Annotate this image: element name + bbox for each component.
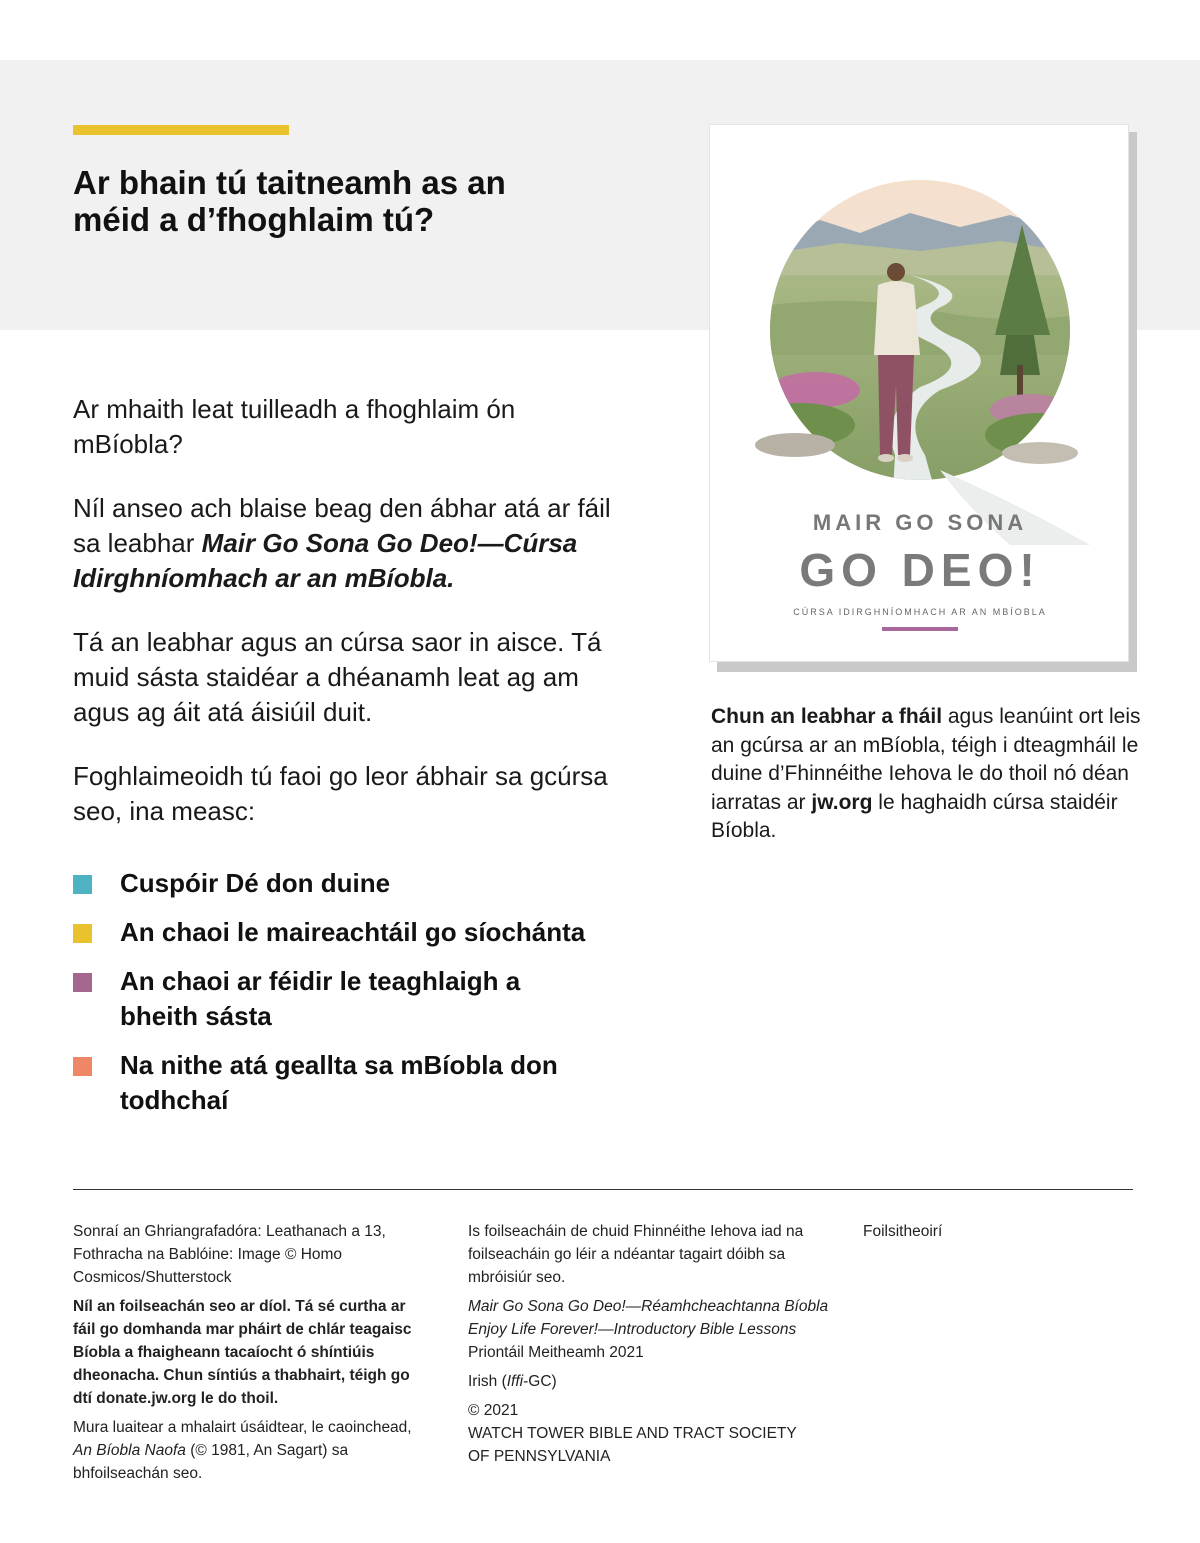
language-post: -GC) — [523, 1373, 557, 1390]
headline-line-1: Ar bhain tú taitneamh as an — [73, 164, 506, 201]
photo-credits: Sonraí an Ghriangrafadóra: Leathanach a 13, Fothracha na Bablóine: Image © Homo Cosmicos/Shutterstock — [73, 1223, 386, 1286]
footer-column-3 — [863, 1220, 1123, 1249]
intro-paragraph-2 — [73, 491, 613, 596]
printing-date: Priontáil Meitheamh 2021 — [468, 1344, 644, 1361]
cta-text-1: agus leanúint ort leis an gcúrsa ar an mBíobla, téigh i dteagmháil le duine d’Fhinnéithe Iehova le do thoil nó déan iarratas ar — [711, 705, 1141, 814]
publication-title-irish: Mair Go Sona Go Deo!—Réamhcheachtanna Bíobla — [468, 1298, 829, 1315]
society-line-2: OF PENNSYLVANIA — [468, 1448, 611, 1465]
footer-column-1 — [73, 1220, 418, 1491]
language-pre: Irish ( — [468, 1373, 507, 1390]
cta-text-2: le haghaidh cúrsa staidéir Bíobla. — [711, 790, 1118, 842]
topic-bullet-square — [73, 973, 92, 992]
copyright — [468, 1399, 838, 1468]
language-code-italic: Iffi — [506, 1373, 524, 1390]
intro-text — [73, 392, 613, 858]
topic-label: An chaoi ar féidir le teaghlaigh a bheith sásta — [120, 966, 521, 1031]
topic-bullet-square — [73, 1057, 92, 1076]
cover-subtitle: CÚRSA IDIRGHNÍOMHACH AR AN MBÍOBLA — [793, 607, 1047, 617]
publishers-label: Foilsitheoirí — [863, 1223, 943, 1240]
copyright-year: © 2021 — [468, 1402, 519, 1419]
intro-paragraph-3: Tá an leabhar agus an cúrsa saor in aisce. Tá muid sásta staidéar a dhéanamh leat ag am agus ag áit atá áisiúil duit. — [73, 627, 602, 727]
topics-list — [73, 866, 593, 1132]
language-code — [468, 1370, 838, 1393]
topic-item — [73, 915, 593, 950]
intro-paragraph-4: Foghlaimeoidh tú faoi go leor ábhair sa gcúrsa seo, ina measc: — [73, 761, 608, 826]
topic-label: An chaoi le maireachtáil go síochánta — [120, 917, 586, 947]
footer-column-2 — [468, 1220, 838, 1474]
accent-bar — [73, 125, 289, 135]
cover-title-line-2: GO DEO! — [799, 544, 1041, 596]
topic-bullet-square — [73, 924, 92, 943]
bible-title: An Bíobla Naofa — [73, 1442, 186, 1459]
cta-lead: Chun an leabhar a fháil — [711, 705, 943, 728]
book-cover-page — [709, 124, 1129, 662]
book-cover — [709, 124, 1129, 664]
cover-accent-line — [882, 627, 958, 631]
intro-p2-text: Níl anseo ach blaise beag den ábhar atá ar fáil sa leabhar — [73, 493, 611, 558]
cover-title-line-1: MAIR GO SONA — [812, 510, 1028, 535]
jw-org-link[interactable]: jw.org — [811, 790, 873, 814]
intro-paragraph-1: Ar mhaith leat tuilleadh a fhoghlaim ón mBíobla? — [73, 394, 516, 459]
footer-divider — [73, 1189, 1133, 1190]
bible-version-note — [73, 1416, 418, 1485]
bible-note-post: (© 1981, An Sagart) sa bhfoilseachán seo. — [73, 1442, 349, 1482]
bible-note-pre: Mura luaitear a mhalairt úsáidtear, le caoinchead, — [73, 1419, 412, 1436]
publications-note: Is foilseacháin de chuid Fhinnéithe Iehova iad na foilseacháin go léir a ndéantar tagairt dóibh sa mbróisiúr seo. — [468, 1223, 804, 1286]
page-headline — [73, 164, 633, 238]
not-for-sale-notice: Níl an foilseachán seo ar díol. Tá sé curtha ar fáil go domhanda mar pháirt de chlár teagaisc Bíobla a fhaigheann tacaíocht ó shíntiúis dheonacha. Chun síntiús a thabhairt, téigh go dtí donate.jw.org le do thoil. — [73, 1298, 412, 1407]
society-line-1: WATCH TOWER BIBLE AND TRACT SOCIETY — [468, 1425, 797, 1442]
topic-label: Na nithe atá geallta sa mBíobla don todhchaí — [120, 1050, 558, 1115]
topic-item — [73, 964, 593, 1034]
topic-item — [73, 866, 593, 901]
publication-title-english: Enjoy Life Forever!—Introductory Bible Lessons — [468, 1321, 797, 1338]
topic-bullet-square — [73, 875, 92, 894]
topic-item — [73, 1048, 593, 1118]
call-to-action — [711, 703, 1141, 846]
topic-label: Cuspóir Dé don duine — [120, 868, 391, 898]
book-title: Mair Go Sona Go Deo!—Cúrsa Idirghníomhach ar an mBíobla. — [73, 528, 578, 593]
headline-line-2: méid a d’fhoghlaim tú? — [73, 201, 435, 238]
